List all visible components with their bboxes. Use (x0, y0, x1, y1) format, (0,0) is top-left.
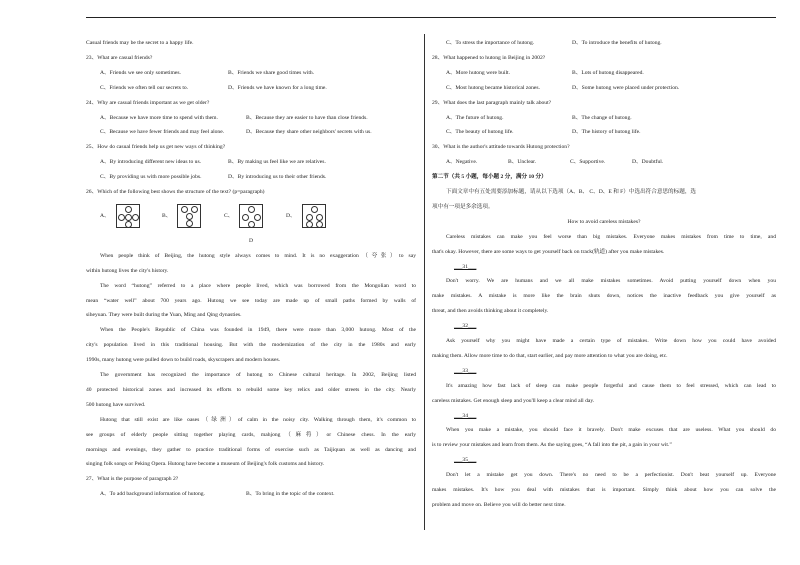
figure-label-a: A、 (100, 212, 110, 219)
passage-line: The government has recognized the importance of hutong to Chinese cultural heritage. In 2002, Beijing listed (100, 372, 416, 379)
q24-options-row1 (86, 111, 416, 126)
question-28: 28、What happened to hutong in Beijing in 2002? (432, 54, 546, 61)
answer-blank[interactable]: ___31___ (454, 263, 477, 270)
option-a[interactable]: A、Because we have more time to spend with them. (100, 114, 218, 121)
option-d[interactable]: D、Friends we have known for a long time. (228, 84, 327, 91)
q27-options-row2 (432, 36, 776, 51)
option-b[interactable]: B、Lots of hutong disappeared. (572, 69, 644, 76)
passage-line: 500 hutong have survived. (86, 401, 146, 408)
answer-blank[interactable]: ___32___ (454, 323, 477, 330)
option-c[interactable]: C、The beauty of hutong life. (446, 129, 514, 136)
structure-diagram-a (116, 204, 140, 228)
option-d[interactable]: D、The history of hutong life. (572, 129, 641, 136)
passage-line: Hutong that still exist are like oases（绿洲）of calm in the noisy city. Walking through them, it's common to (100, 416, 416, 423)
q25-options-row1 (86, 155, 416, 170)
passage-line: see groups of elderly people sitting together playing cards, mahjong（麻将）or Chinese chess. In the early (86, 431, 416, 438)
option-c[interactable]: C、To stress the importance of hutong. (446, 40, 535, 46)
option-a[interactable]: A、To add background information of hutong. (100, 491, 205, 498)
section-two-heading: 第二节（共 5 小题，每小题 2 分，满分 10 分） (432, 174, 547, 181)
passage-line: 40 protected historical zones and increased its efforts to rebuild some key relics and older streets in the city. Nearly (86, 386, 416, 393)
q23-options-row1 (86, 66, 416, 81)
option-d[interactable]: D、Because they share other neighbors' secrets with us. (246, 129, 372, 136)
passage-line: The word “hutong” referred to a place where people lived, which was borrowed from the Mongolian word to (100, 282, 416, 289)
option-d[interactable]: D、To introduce the benefits of hutong. (572, 40, 662, 46)
figure-option-d[interactable] (286, 204, 348, 228)
figure-option-b[interactable] (162, 204, 224, 228)
passage-line: singing folk songs or Peking Opera. Hutong have become a museum of Beijing's folk customs and history. (86, 461, 325, 468)
right-column (432, 36, 776, 513)
passage-line: that's okay. However, there are some ways to get yourself back on track(轨道) after you make mistakes. (432, 248, 665, 255)
instruction-line: 项中有一项是多余选项。 (432, 203, 494, 210)
question-24: 24、Why are casual friends important as we get older? (86, 99, 210, 106)
column-divider (424, 34, 425, 530)
option-c[interactable]: C、Because we have fewer friends and may feel alone. (100, 129, 225, 136)
passage-line: Don't let a mistake get you down. There's no need to be a perfectionist. Don't beat yourself up. Everyone (446, 472, 776, 479)
option-d[interactable]: D、Some hutong were placed under protection. (572, 84, 680, 91)
passage-line: When you make a mistake, you should face it bravely. Don't make excuses that are useless. What you should do (446, 427, 776, 434)
q28-options-row1 (432, 66, 776, 81)
answer-blank[interactable]: ___34___ (454, 412, 477, 419)
passage-line: mean “water well” about 700 years ago. Hutong we see today are made up of small paths formed by walls of (86, 297, 416, 304)
option-b[interactable]: B、The change of hutong. (572, 114, 632, 121)
passage-body (432, 230, 776, 513)
option-c[interactable]: C、Friends we often tell our secrets to. (100, 84, 189, 91)
passage-line: mornings and evenings, they gather to practice traditional forms of exercise such as Taijiquan as well as dancing and (86, 446, 416, 453)
answer-blank[interactable]: ___33___ (454, 367, 477, 374)
passage-line: When the People's Republic of China was founded in 1949, there were more than 3,000 hutong. Most of the (100, 327, 416, 334)
instruction-line: 下面文章中有五处需要添加标题，请从以下选项（A、B、 C、D、E 和 F）中选出符合意思的标题，选 (446, 189, 697, 196)
q26-structure-figures (86, 202, 416, 230)
option-b[interactable]: B、Unclear. (508, 159, 537, 166)
passage-line: When people think of Beijing, the hutong style always comes to mind. It is no exaggeration（夸张）to say (100, 252, 416, 259)
question-29: 29、What does the last paragraph mainly talk about? (432, 99, 552, 106)
passage-line: problem and move on. Believe you will do better next time. (432, 501, 566, 508)
option-d[interactable]: D、By introducing us to their other friends. (228, 174, 327, 181)
passage-line: threat, and then avoids thinking about it completely. (432, 308, 549, 315)
option-c[interactable]: C、Supportive. (570, 159, 606, 166)
structure-diagram-d (302, 204, 326, 228)
figure-label-d: D、 (286, 212, 296, 219)
question-23: 23、What are casual friends? (86, 54, 153, 61)
passage-line: city's population lived in this traditional housing. But with the modernization of the city in the 1980s and early (86, 342, 416, 349)
option-c[interactable]: C、By providing us with more possible jobs. (100, 174, 202, 181)
q27-options-row1 (86, 487, 416, 502)
passage-line: It's amazing how fast lack of sleep can make people forgetful and cause them to feel stressed, which can lead to (446, 382, 776, 389)
option-d[interactable]: D、Doubtful. (632, 159, 664, 166)
option-c[interactable]: C、Most hutong became historical zones. (446, 84, 540, 91)
answer-blank[interactable]: ___35___ (454, 457, 477, 464)
figure-label-c: C、 (224, 212, 234, 219)
passage-line: siheyuan. They were built during the Yuan, Ming and Qing dynasties. (86, 312, 242, 319)
option-a[interactable]: A、Friends we see only sometimes. (100, 69, 181, 76)
q25-options-row2 (86, 170, 416, 185)
question-26: 26、Which of the following best shows the structure of the text? (p=paragraph) (86, 189, 265, 196)
passage-line: making them. Allow more time to do that, start earlier, and pay more attention to what you are doing, etc. (432, 352, 668, 359)
passage-line: 1990s, many hutong were pulled down to build roads, skyscrapers and modern houses. (86, 357, 281, 364)
q24-options-row2 (86, 125, 416, 140)
option-a[interactable]: A、The future of hutong. (446, 114, 504, 121)
option-b[interactable]: B、Because they are easier to have than close friends. (246, 114, 368, 121)
passage-line: makes mistakes. It's how you deal with mistakes that is important. Simply think about how you can solve the (432, 487, 776, 494)
figure-option-a[interactable] (100, 204, 162, 228)
top-rule (86, 17, 776, 18)
q28-options-row2 (432, 81, 776, 96)
passage-line: is to review your mistakes and learn from them. As the saying goes, “A fall into the pit, a gain in your wit.” (432, 442, 672, 449)
left-column (86, 36, 416, 502)
passage-line: make mistakes. A mistake is more like the brain shuts down, notices the inactive feedback you give yourself as (432, 293, 776, 300)
option-b[interactable]: B、By making us feel like we are relatives. (228, 159, 326, 166)
section-d-heading: D (248, 237, 254, 244)
q29-options-row1 (432, 111, 776, 126)
figure-label-b: B、 (162, 212, 172, 219)
option-a[interactable]: A、Negative. (446, 159, 478, 166)
passage-line: careless mistakes. Get enough sleep and you'll keep a clear mind all day. (432, 397, 595, 404)
passage-end-line: Casual friends may be the secret to a happy life. (86, 40, 194, 46)
question-27: 27、What is the purpose of paragraph 2? (86, 476, 179, 483)
structure-diagram-b (177, 204, 201, 228)
question-25: 25、How do casual friends help us get new ways of thinking? (86, 144, 226, 151)
q29-options-row2 (432, 125, 776, 140)
option-b[interactable]: B、Friends we share good times with. (228, 69, 315, 76)
passage-line: within hutong lives the city's history. (86, 267, 169, 274)
option-a[interactable]: A、More hutong were built. (446, 69, 511, 76)
passage-line: Don't worry. We are humans and we all make mistakes sometimes. Avoid putting yourself down when you (446, 278, 776, 285)
structure-diagram-c (239, 204, 263, 228)
q30-options (432, 155, 776, 170)
option-a[interactable]: A、By introducing different new ideas to us. (100, 159, 202, 166)
passage-title: How to avoid careless mistakes? (567, 218, 641, 225)
passage-line: Careless mistakes can make you feel worse than big mistakes. Everyone makes mistakes from time to time, and (446, 233, 776, 240)
q23-options-row2 (86, 81, 416, 96)
question-30: 30、What is the author's attitude towards Hutong protection? (432, 144, 570, 151)
figure-option-c[interactable] (224, 204, 286, 228)
passage-line: Ask yourself why you might have made a certain type of mistakes. Write down how you could have avoided (446, 338, 776, 345)
option-b[interactable]: B、To bring in the topic of the context. (246, 491, 335, 498)
